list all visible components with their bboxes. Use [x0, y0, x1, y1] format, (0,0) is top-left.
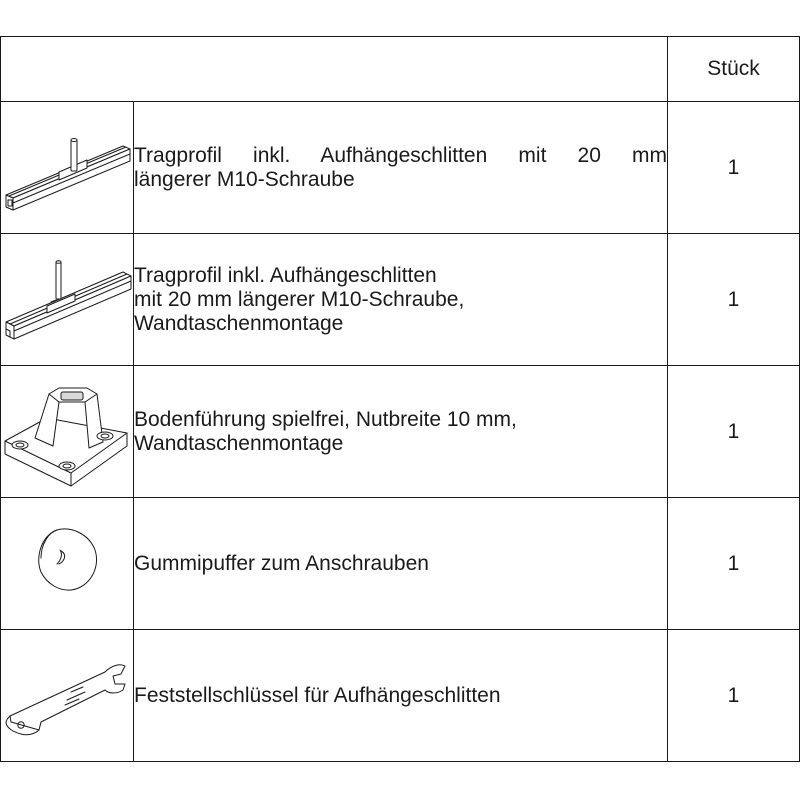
part-quantity: 1: [668, 366, 800, 498]
tragprofil-icon: [1, 102, 134, 233]
part-image-cell: [1, 102, 134, 234]
part-image-cell: [1, 366, 134, 498]
part-quantity: 1: [668, 630, 800, 762]
qty-column-header: Stück: [668, 37, 800, 102]
part-description: [134, 366, 668, 498]
description-line: Gummipuffer zum Anschrauben: [134, 551, 429, 575]
part-image-cell: [1, 234, 134, 366]
part-description: [134, 498, 668, 630]
part-quantity: 1: [668, 234, 800, 366]
part-image-cell: [1, 630, 134, 762]
description-line: Tragprofil inkl. Aufhängeschlitten mit 20 mm: [134, 143, 667, 167]
bodenfuehrung-icon: [1, 366, 134, 497]
gummipuffer-icon: [1, 498, 134, 629]
table-row: [1, 102, 800, 234]
feststellschluessel-icon: [1, 630, 134, 761]
part-image-cell: [1, 498, 134, 630]
description-line: längerer M10-Schraube: [134, 167, 355, 191]
part-quantity: 1: [668, 102, 800, 234]
description-line: Wandtaschenmontage: [134, 431, 344, 455]
header-empty-cell: [1, 37, 668, 102]
description-line: mit 20 mm längerer M10-Schraube,: [134, 287, 465, 311]
description-line: Wandtaschenmontage: [134, 311, 344, 335]
table-row: [1, 498, 800, 630]
parts-table: [0, 36, 800, 762]
table-header-row: [1, 37, 800, 102]
description-line: Feststellschlüssel für Aufhängeschlitten: [134, 683, 501, 707]
table-row: [1, 630, 800, 762]
tragprofil-wandtasche-icon: [1, 234, 134, 365]
table-row: [1, 366, 800, 498]
part-description: [134, 234, 668, 366]
part-quantity: 1: [668, 498, 800, 630]
description-line: Bodenführung spielfrei, Nutbreite 10 mm,: [134, 407, 517, 431]
part-description: [134, 102, 668, 234]
part-description: [134, 630, 668, 762]
description-line: Tragprofil inkl. Aufhängeschlitten: [134, 263, 437, 287]
table-row: [1, 234, 800, 366]
